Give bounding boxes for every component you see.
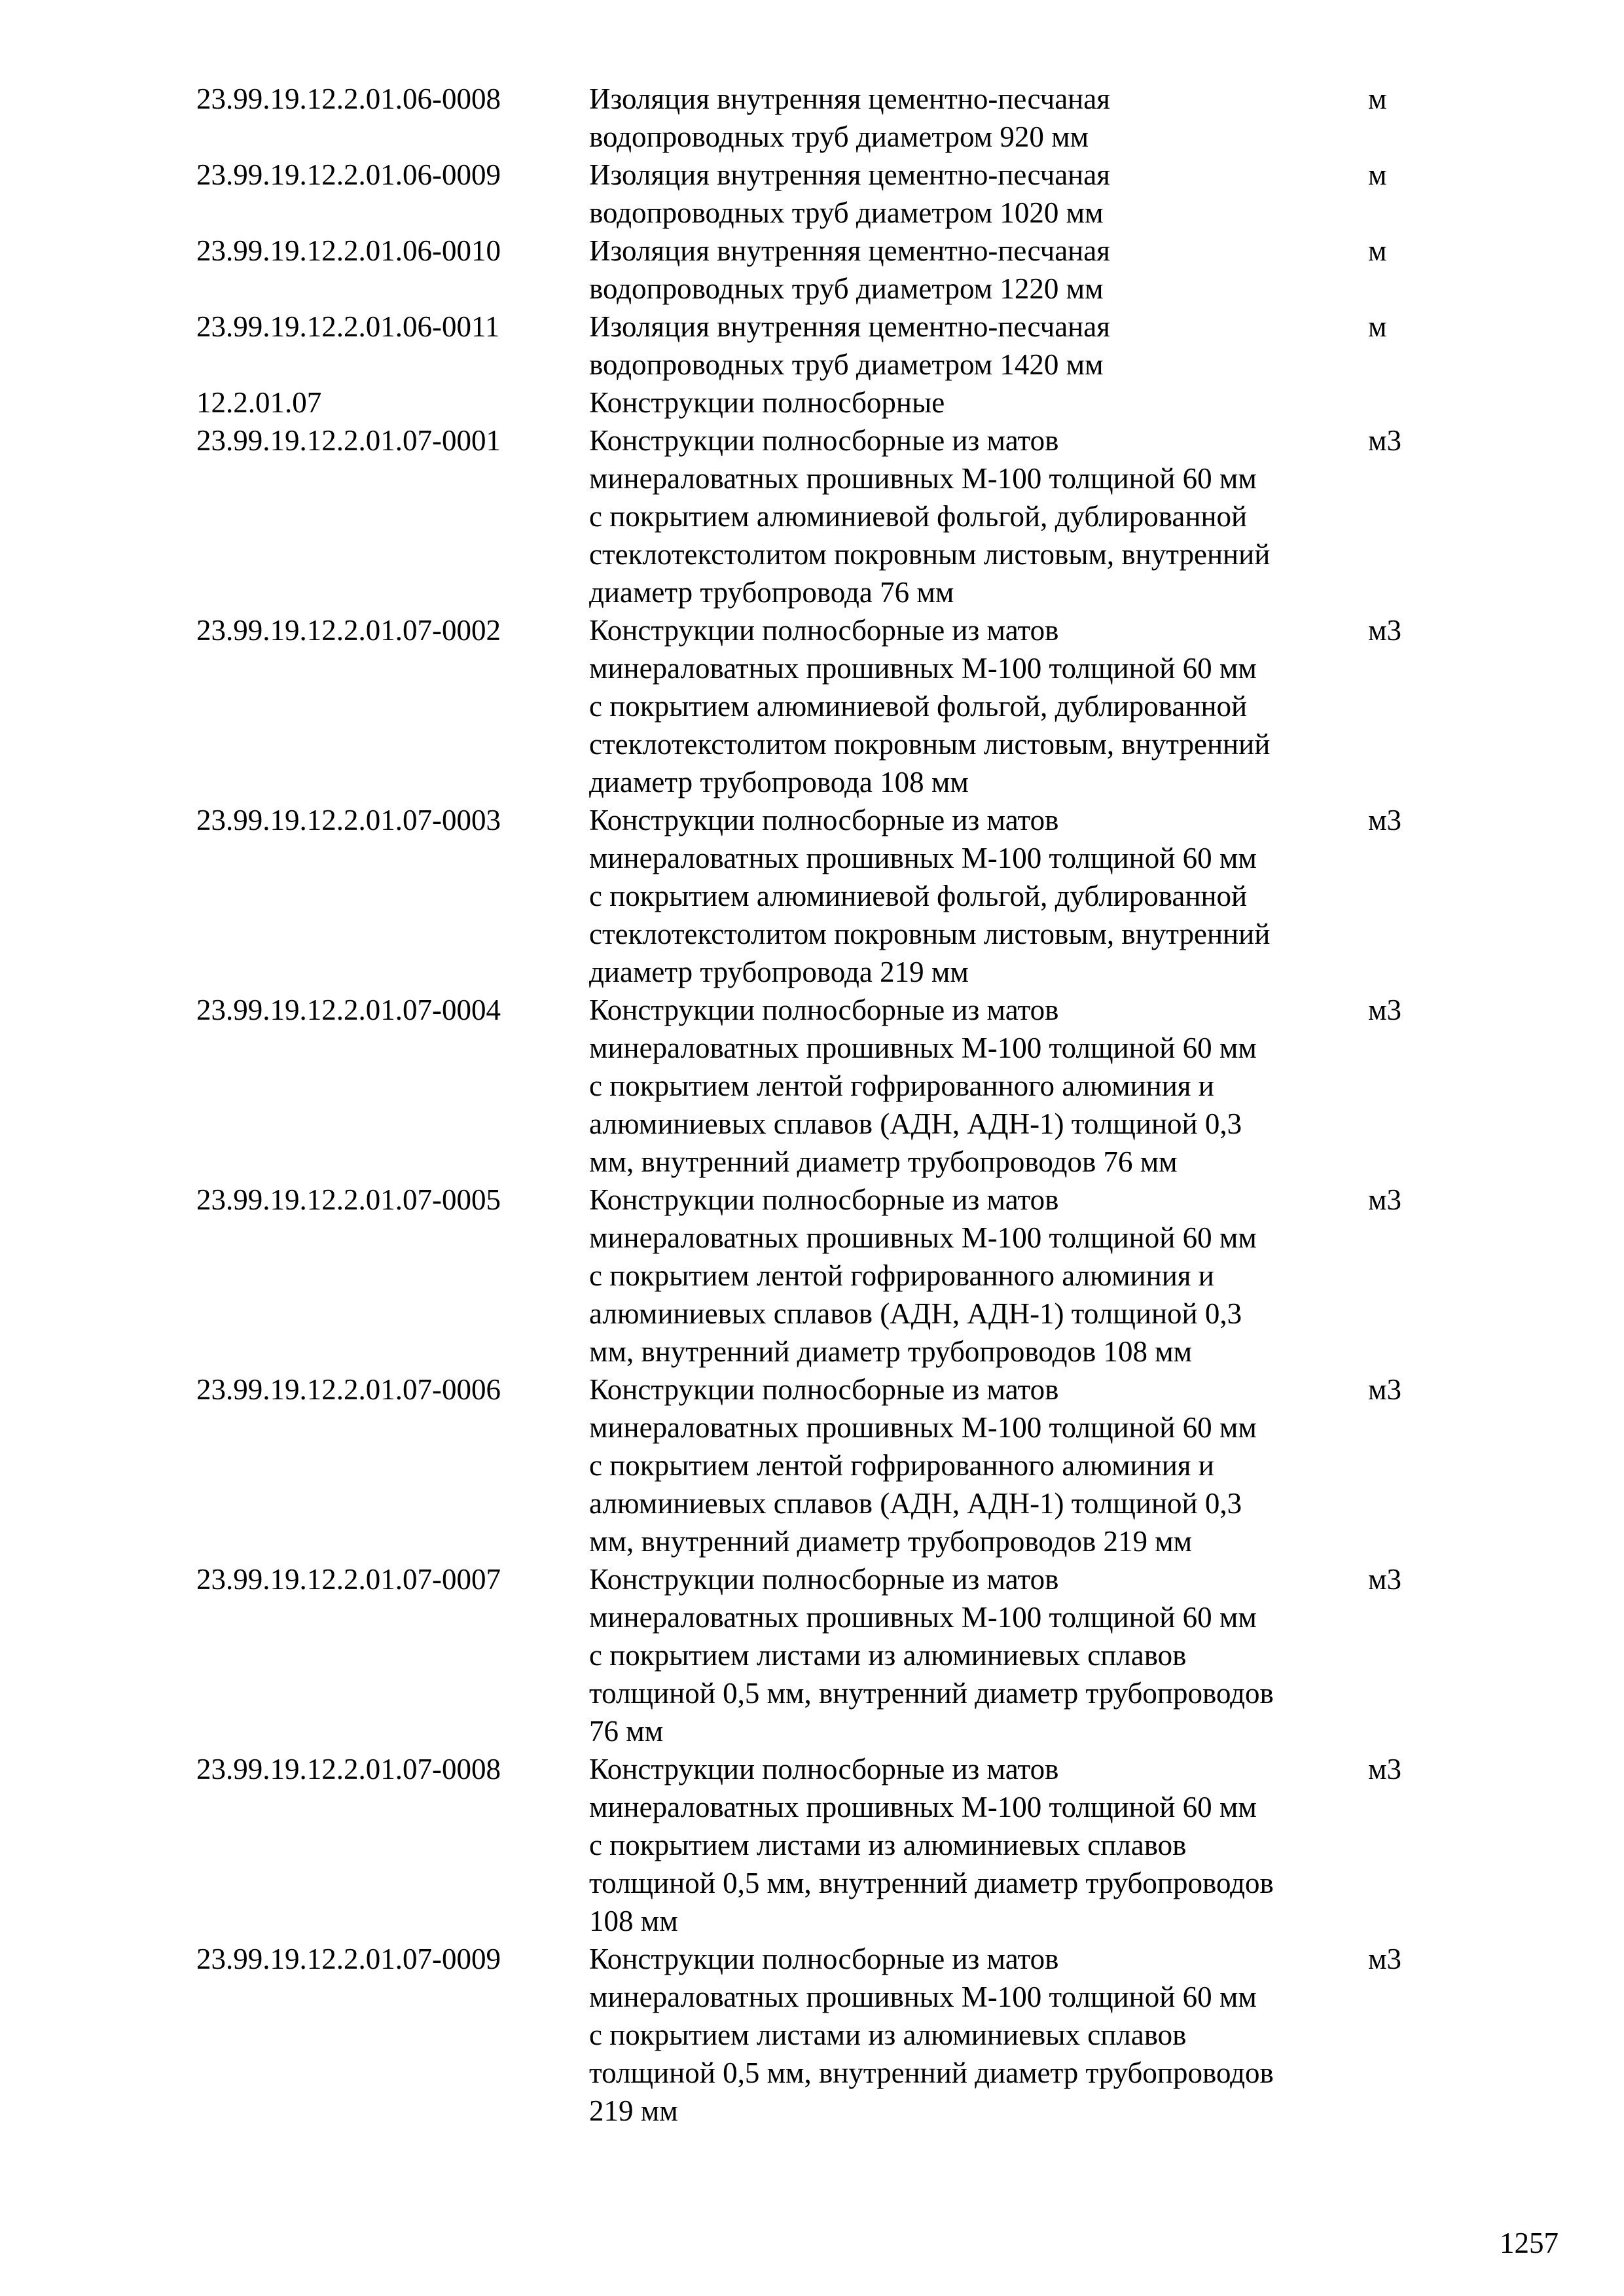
resource-description (589, 308, 1368, 384)
description-line: Изоляция внутренняя цементно-песчаная (589, 158, 1110, 191)
description-line: минераловатных прошивных М-100 толщиной 60 мм (589, 1601, 1257, 1634)
description-line: с покрытием алюминиевой фольгой, дублированной (589, 880, 1248, 912)
description-line: Конструкции полносборные из матов (589, 1183, 1059, 1216)
resource-description (589, 384, 1368, 422)
description-line: 219 мм (589, 2094, 678, 2127)
resource-code: 23.99.19.12.2.01.07-0005 (196, 1183, 501, 1216)
description-line: Изоляция внутренняя цементно-песчаная (589, 310, 1110, 343)
resource-code: 23.99.19.12.2.01.07-0008 (196, 1753, 501, 1785)
description-line: диаметр трубопровода 219 мм (589, 956, 969, 988)
resource-code: 23.99.19.12.2.01.07-0007 (196, 1563, 501, 1596)
description-line: водопроводных труб диаметром 1220 мм (589, 272, 1104, 305)
resource-code: 23.99.19.12.2.01.07-0001 (196, 424, 501, 457)
resource-code: 12.2.01.07 (196, 386, 322, 419)
description-line: 76 мм (589, 1715, 664, 1748)
resource-code: 23.99.19.12.2.01.07-0009 (196, 1943, 501, 1975)
description-line: минераловатных прошивных М-100 толщиной 60 мм (589, 1031, 1257, 1064)
description-line: Конструкции полносборные из матов (589, 1373, 1059, 1406)
resource-code: 23.99.19.12.2.01.06-0009 (196, 158, 501, 191)
unit-of-measure: м3 (1368, 994, 1401, 1026)
description-line: с покрытием листами из алюминиевых сплавов (589, 1829, 1187, 1861)
description-line: стеклотекстолитом покровным листовым, внутренний (589, 538, 1271, 571)
description-line: толщиной 0,5 мм, внутренний диаметр трубопроводов (589, 1677, 1274, 1710)
description-line: Конструкции полносборные (589, 386, 945, 419)
unit-of-measure: м3 (1368, 804, 1401, 836)
description-line: Конструкции полносборные из матов (589, 1943, 1059, 1975)
resource-description (589, 1181, 1368, 1371)
description-line: мм, внутренний диаметр трубопроводов 219 мм (589, 1525, 1193, 1558)
resource-description (589, 80, 1368, 156)
resource-description (589, 422, 1368, 611)
unit-of-measure: м (1368, 310, 1387, 343)
unit-of-measure: м3 (1368, 424, 1401, 457)
table-row (196, 308, 1427, 384)
resource-description (589, 1750, 1368, 1940)
description-line: стеклотекстолитом покровным листовым, внутренний (589, 728, 1271, 761)
description-line: Конструкции полносборные из матов (589, 994, 1059, 1026)
description-line: минераловатных прошивных М-100 толщиной 60 мм (589, 1791, 1257, 1823)
unit-of-measure: м (1368, 82, 1387, 115)
table-row (196, 1940, 1427, 2130)
description-line: с покрытием алюминиевой фольгой, дублированной (589, 690, 1248, 723)
description-line: алюминиевых сплавов (АДН, АДН-1) толщиной 0,3 (589, 1487, 1242, 1520)
table-row (196, 1371, 1427, 1560)
description-line: толщиной 0,5 мм, внутренний диаметр трубопроводов (589, 1867, 1274, 1899)
table-row (196, 80, 1427, 156)
description-line: алюминиевых сплавов (АДН, АДН-1) толщиной 0,3 (589, 1107, 1242, 1140)
description-line: с покрытием листами из алюминиевых сплавов (589, 2018, 1187, 2051)
resource-description (589, 232, 1368, 308)
unit-of-measure: м3 (1368, 1563, 1401, 1596)
description-line: Конструкции полносборные из матов (589, 804, 1059, 836)
description-line: диаметр трубопровода 76 мм (589, 576, 954, 609)
resource-description (589, 1940, 1368, 2130)
description-line: минераловатных прошивных М-100 толщиной 60 мм (589, 842, 1257, 874)
resource-code: 23.99.19.12.2.01.07-0003 (196, 804, 501, 836)
description-line: с покрытием алюминиевой фольгой, дублированной (589, 500, 1248, 533)
description-line: минераловатных прошивных М-100 толщиной 60 мм (589, 1221, 1257, 1254)
description-line: с покрытием лентой гофрированного алюминия и (589, 1069, 1214, 1102)
table-row (196, 384, 1427, 422)
resource-table (196, 80, 1427, 2130)
description-line: с покрытием листами из алюминиевых сплавов (589, 1639, 1187, 1672)
resource-code: 23.99.19.12.2.01.06-0008 (196, 82, 501, 115)
description-line: алюминиевых сплавов (АДН, АДН-1) толщиной 0,3 (589, 1297, 1242, 1330)
resource-description (589, 611, 1368, 801)
resource-description (589, 801, 1368, 991)
description-line: с покрытием лентой гофрированного алюминия и (589, 1449, 1214, 1482)
description-line: водопроводных труб диаметром 1020 мм (589, 196, 1104, 229)
resource-code: 23.99.19.12.2.01.07-0006 (196, 1373, 501, 1406)
unit-of-measure: м3 (1368, 1373, 1401, 1406)
table-row (196, 156, 1427, 232)
description-line: минераловатных прошивных М-100 толщиной 60 мм (589, 1411, 1257, 1444)
description-line: Конструкции полносборные из матов (589, 614, 1059, 647)
resource-description (589, 156, 1368, 232)
description-line: минераловатных прошивных М-100 толщиной 60 мм (589, 652, 1257, 685)
resource-description (589, 991, 1368, 1181)
description-line: с покрытием лентой гофрированного алюминия и (589, 1259, 1214, 1292)
table-row (196, 1750, 1427, 1940)
unit-of-measure: м3 (1368, 614, 1401, 647)
description-line: водопроводных труб диаметром 920 мм (589, 120, 1089, 153)
description-line: Изоляция внутренняя цементно-песчаная (589, 234, 1110, 267)
description-line: диаметр трубопровода 108 мм (589, 766, 969, 798)
unit-of-measure: м (1368, 158, 1387, 191)
description-line: 108 мм (589, 1905, 678, 1937)
unit-of-measure: м3 (1368, 1183, 1401, 1216)
description-line: стеклотекстолитом покровным листовым, внутренний (589, 918, 1271, 950)
description-line: Конструкции полносборные из матов (589, 1753, 1059, 1785)
table-row (196, 801, 1427, 991)
unit-of-measure: м3 (1368, 1753, 1401, 1785)
resource-description (589, 1560, 1368, 1750)
description-line: Конструкции полносборные из матов (589, 1563, 1059, 1596)
description-line: водопроводных труб диаметром 1420 мм (589, 348, 1104, 381)
description-line: мм, внутренний диаметр трубопроводов 76 мм (589, 1145, 1178, 1178)
description-line: Изоляция внутренняя цементно-песчаная (589, 82, 1110, 115)
resource-code: 23.99.19.12.2.01.07-0002 (196, 614, 501, 647)
description-line: минераловатных прошивных М-100 толщиной 60 мм (589, 462, 1257, 495)
resource-description (589, 1371, 1368, 1560)
resource-code: 23.99.19.12.2.01.07-0004 (196, 994, 501, 1026)
table-row (196, 1181, 1427, 1371)
description-line: Конструкции полносборные из матов (589, 424, 1059, 457)
unit-of-measure: м3 (1368, 1943, 1401, 1975)
table-row (196, 611, 1427, 801)
resource-code: 23.99.19.12.2.01.06-0011 (196, 310, 500, 343)
table-row (196, 422, 1427, 611)
page-number: 1257 (1500, 2227, 1559, 2259)
table-row (196, 991, 1427, 1181)
resource-code: 23.99.19.12.2.01.06-0010 (196, 234, 501, 267)
unit-of-measure: м (1368, 234, 1387, 267)
table-row (196, 1560, 1427, 1750)
description-line: минераловатных прошивных М-100 толщиной 60 мм (589, 1981, 1257, 2013)
description-line: мм, внутренний диаметр трубопроводов 108 мм (589, 1335, 1193, 1368)
description-line: толщиной 0,5 мм, внутренний диаметр трубопроводов (589, 2056, 1274, 2089)
table-row (196, 232, 1427, 308)
